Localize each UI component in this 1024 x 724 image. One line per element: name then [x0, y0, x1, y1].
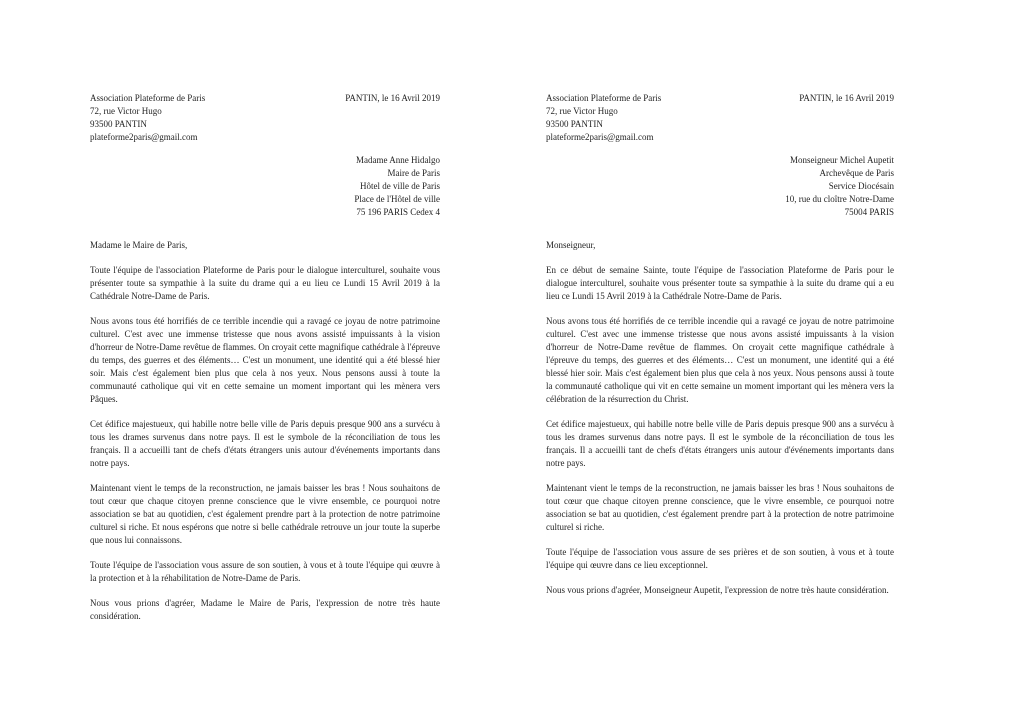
- paragraph-support: Toute l'équipe de l'association vous assure de ses prières et de son soutien, à vous et à toute l'équipe qui œuvre dans ce lieu exceptionnel.: [546, 547, 894, 570]
- sender-city: 93500 PANTIN: [546, 119, 603, 129]
- letter-page-archbishop: [546, 92, 894, 597]
- letter-date: PANTIN, le 16 Avril 2019: [799, 93, 894, 103]
- recipient-city: 75 196 PARIS Cedex 4: [356, 207, 440, 217]
- letter-page-mayor: [90, 92, 440, 623]
- recipient-institution: Hôtel de ville de Paris: [360, 181, 440, 191]
- recipient-name: Madame Anne Hidalgo: [356, 155, 440, 165]
- recipient-street: Place de l'Hôtel de ville: [354, 194, 440, 204]
- recipient-title: Archevêque de Paris: [819, 168, 894, 178]
- letter-header: [90, 92, 440, 144]
- recipient-institution: Service Diocésain: [828, 181, 894, 191]
- recipient-street: 10, rue du cloître Notre-Dame: [785, 194, 894, 204]
- recipient-title: Maire de Paris: [387, 168, 440, 178]
- paragraph-reconstruction: Maintenant vient le temps de la reconstruction, ne jamais baisser les bras ! Nous souhaitons de tout cœur que chaque citoyen prenne conscience, que le vivre ensemble, ce pourquoi notre association se bat au quotidien, c'est également prendre part à la protection de notre patrimoine culturel si riche.: [546, 483, 894, 532]
- paragraph-edifice: Cet édifice majestueux, qui habille notre belle ville de Paris depuis presque 900 ans a survécu à tous les drames survenus dans notre pays. Il est le symbole de la réconciliation de tous les français. Il a accueilli tant de chefs d'états étrangers unis autour d'événements importants dans notre pays.: [90, 419, 440, 468]
- paragraph-fire: Nous avons tous été horrifiés de ce terrible incendie qui a ravagé ce joyau de notre patrimoine culturel. C'est avec une immense tristesse que nous avons assisté impuissants à la vision d'horreur de Notre-Dame revêtue de flammes. On croyait cette magnifique cathédrale à l'épreuve du temps, des guerres et des éléments… C'est un monument, une identité qui a été blessé hier soir. Mais c'est également bien plus que cela à nos yeux. Nous pensons aussi à toute la communauté catholique qui vit en cette semaine un moment important qui les mènera vers Pâques.: [90, 316, 440, 404]
- recipient-name: Monseigneur Michel Aupetit: [790, 155, 894, 165]
- paragraph-sympathy: Toute l'équipe de l'association Plateforme de Paris pour le dialogue interculturel, souhaite vous présenter toute sa sympathie à la suite du drame qui a eu lieu ce Lundi 15 Avril 2019 à la Cathédrale Notre-Dame de Paris.: [90, 265, 440, 301]
- paragraph-sympathy: En ce début de semaine Sainte, toute l'équipe de l'association Plateforme de Paris pour le dialogue interculturel, souhaite vous présenter toute sa sympathie à la suite du drame qui a eu lieu ce Lundi 15 Avril 2019 à la Cathédrale Notre-Dame de Paris.: [546, 265, 894, 301]
- paragraph-reconstruction: Maintenant vient le temps de la reconstruction, ne jamais baisser les bras ! Nous souhaitons de tout cœur que chaque citoyen prenne conscience que le vivre ensemble, ce pourquoi notre association se bat au quotidien, c'est également prendre part à la protection de notre patrimoine culturel si riche. Et nous espérons que notre si belle cathédrale retrouve un jour toute la superbe que nous lui connaissons.: [90, 483, 440, 545]
- sender-street: 72, rue Victor Hugo: [90, 106, 162, 116]
- sender-city: 93500 PANTIN: [90, 119, 147, 129]
- sender-name: Association Plateforme de Paris: [546, 93, 662, 103]
- paragraph-closing: Nous vous prions d'agréer, Monseigneur Aupetit, l'expression de notre très haute considération.: [546, 585, 889, 595]
- paragraph-fire: Nous avons tous été horrifiés de ce terrible incendie qui a ravagé ce joyau de notre patrimoine culturel. C'est avec une immense tristesse que nous avons assisté impuissants à la vision d'horreur de Notre-Dame revêtue de flammes. On croyait cette magnifique cathédrale à l'épreuve du temps, des guerres et des éléments… C'est un monument, une identité qui a été blessé hier soir. Mais c'est également bien plus que cela à nos yeux. Nous pensons aussi à toute la communauté catholique qui vit en cette semaine un moment important qui les mènera vers la célébration de la résurrection du Christ.: [546, 316, 894, 404]
- paragraph-support: Toute l'équipe de l'association vous assure de son soutien, à vous et à toute l'équipe qui œuvre à la protection et à la réhabilitation de Notre-Dame de Paris.: [90, 560, 440, 583]
- salutation: Monseigneur,: [546, 240, 596, 250]
- paragraph-edifice: Cet édifice majestueux, qui habille notre belle ville de Paris depuis presque 900 ans a survécu à tous les drames survenus dans notre pays. Il est le symbole de la réconciliation de tous les français. Il a accueilli tant de chefs d'états étrangers unis autour d'événements importants dans notre pays.: [546, 419, 894, 468]
- sender-name: Association Plateforme de Paris: [90, 93, 206, 103]
- recipient-block: [90, 154, 440, 219]
- paragraph-closing: Nous vous prions d'agréer, Madame le Maire de Paris, l'expression de notre très haute considération.: [90, 598, 440, 621]
- letter-header: [546, 92, 894, 144]
- recipient-city: 75004 PARIS: [844, 207, 894, 217]
- letter-date: PANTIN, le 16 Avril 2019: [345, 93, 440, 103]
- salutation: Madame le Maire de Paris,: [90, 240, 188, 250]
- recipient-block: [546, 154, 894, 219]
- sender-street: 72, rue Victor Hugo: [546, 106, 618, 116]
- sender-email: plateforme2paris@gmail.com: [546, 132, 654, 142]
- sender-email: plateforme2paris@gmail.com: [90, 132, 198, 142]
